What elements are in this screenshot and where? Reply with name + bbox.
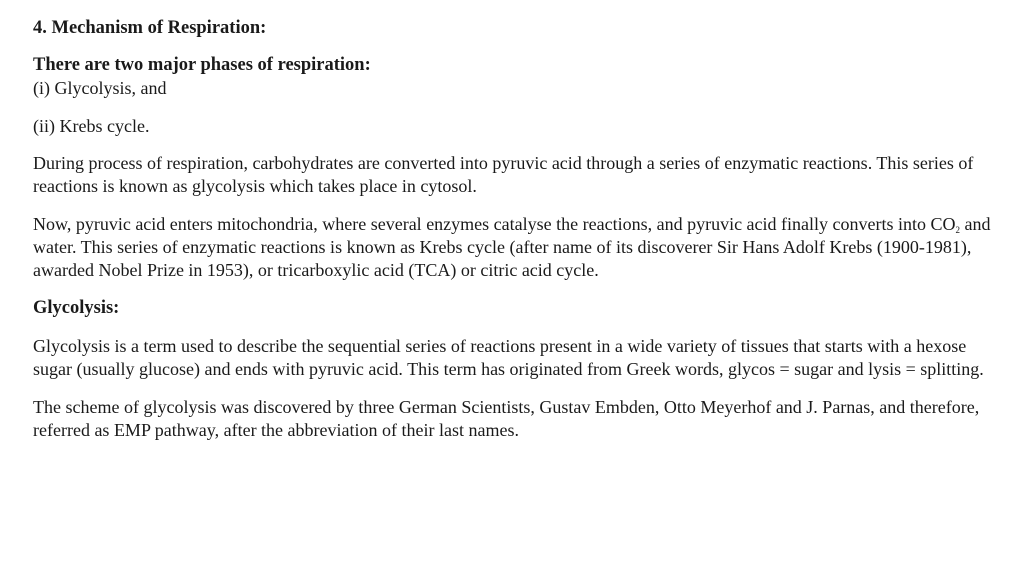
phase-item-glycolysis: (i) Glycolysis, and	[33, 78, 167, 98]
paragraph-krebs-text-before: Now, pyruvic acid enters mitochondria, where several enzymes catalyse the reactions, and pyruvic acid finally converts into	[33, 214, 931, 234]
paragraph-glycolysis-intro: During process of respiration, carbohydrates are converted into pyruvic acid through a series of enzymatic reactions. This series of reactions is known as glycolysis which takes place in cytosol.	[33, 153, 974, 196]
co2-formula-base: CO	[930, 214, 956, 234]
phase-item-krebs-cycle: (ii) Krebs cycle.	[33, 116, 150, 136]
section-title: 4. Mechanism of Respiration:	[33, 18, 267, 38]
paragraph-krebs-text-after: and water. This series of enzymatic reactions is known as Krebs cycle (after name of its discoverer Sir Hans Adolf Krebs (1900-1981), awarded Nobel Prize in 1953), or tricarboxylic acid (TCA) or citric acid cycle.	[33, 214, 991, 280]
glycolysis-heading: Glycolysis:	[33, 298, 120, 318]
paragraph-emp-pathway: The scheme of glycolysis was discovered by three German Scientists, Gustav Embden, Otto Meyerhof and J. Parnas, and therefore, referred as EMP pathway, after the abbreviation of their last names.	[33, 397, 980, 440]
paragraph-krebs-cycle	[33, 213, 993, 282]
phases-heading: There are two major phases of respiration:	[33, 55, 371, 75]
co2-formula	[931, 214, 961, 234]
co2-formula-subscript: 2	[955, 225, 961, 235]
document-body	[33, 14, 993, 442]
paragraph-glycolysis-definition: Glycolysis is a term used to describe the sequential series of reactions present in a wide variety of tissues that starts with a hexose sugar (usually glucose) and ends with pyruvic acid. This term has originated from Greek words, glycos = sugar and lysis = splitting.	[33, 336, 984, 379]
